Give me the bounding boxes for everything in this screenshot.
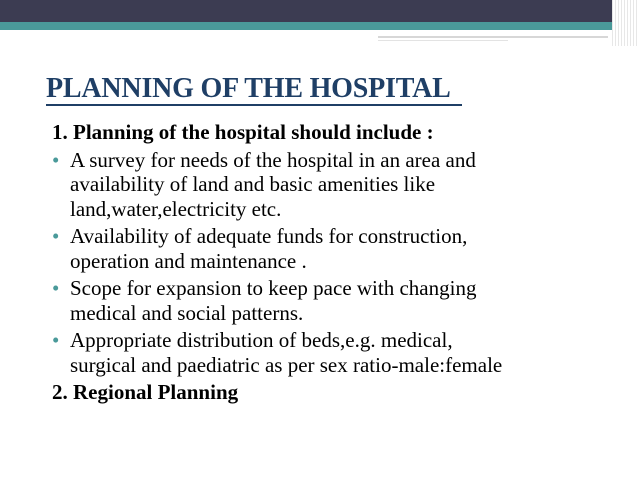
bullet-icon: • [52, 276, 60, 300]
bullet-line: Scope for expansion to keep pace with changing [70, 276, 477, 300]
bullet-line: Appropriate distribution of beds,e.g. medical, [70, 328, 453, 352]
slide-content [52, 120, 637, 408]
bullet-item [52, 148, 637, 222]
bullet-line: land,water,electricity etc. [70, 196, 282, 221]
header-band-dark [0, 0, 638, 22]
bullet-line: A survey for needs of the hospital in an area and [70, 147, 476, 172]
bullet-icon: • [52, 328, 60, 352]
bullet-icon: • [52, 224, 60, 248]
bullet-item [52, 328, 637, 377]
slide-title: PLANNING OF THE HOSPITAL [46, 73, 451, 104]
section-heading-2: 2. Regional Planning [52, 380, 239, 404]
title-underline [46, 104, 462, 106]
bullet-line: medical and social patterns. [70, 300, 304, 325]
bullet-item [52, 224, 637, 273]
decorative-stripes [612, 0, 638, 46]
section-heading-1: 1. Planning of the hospital should include : [52, 120, 434, 144]
header-rule [378, 36, 608, 38]
header-band-accent [0, 22, 638, 30]
bullet-icon: • [52, 147, 60, 172]
bullet-line: availability of land and basic amenities like [70, 172, 436, 196]
bullet-item [52, 276, 637, 325]
bullet-line: Availability of adequate funds for construction, [70, 224, 468, 248]
header-rule-secondary [378, 40, 508, 41]
bullet-line: surgical and paediatric as per sex ratio-male:female [70, 352, 503, 377]
bullet-line: operation and maintenance . [70, 248, 307, 273]
